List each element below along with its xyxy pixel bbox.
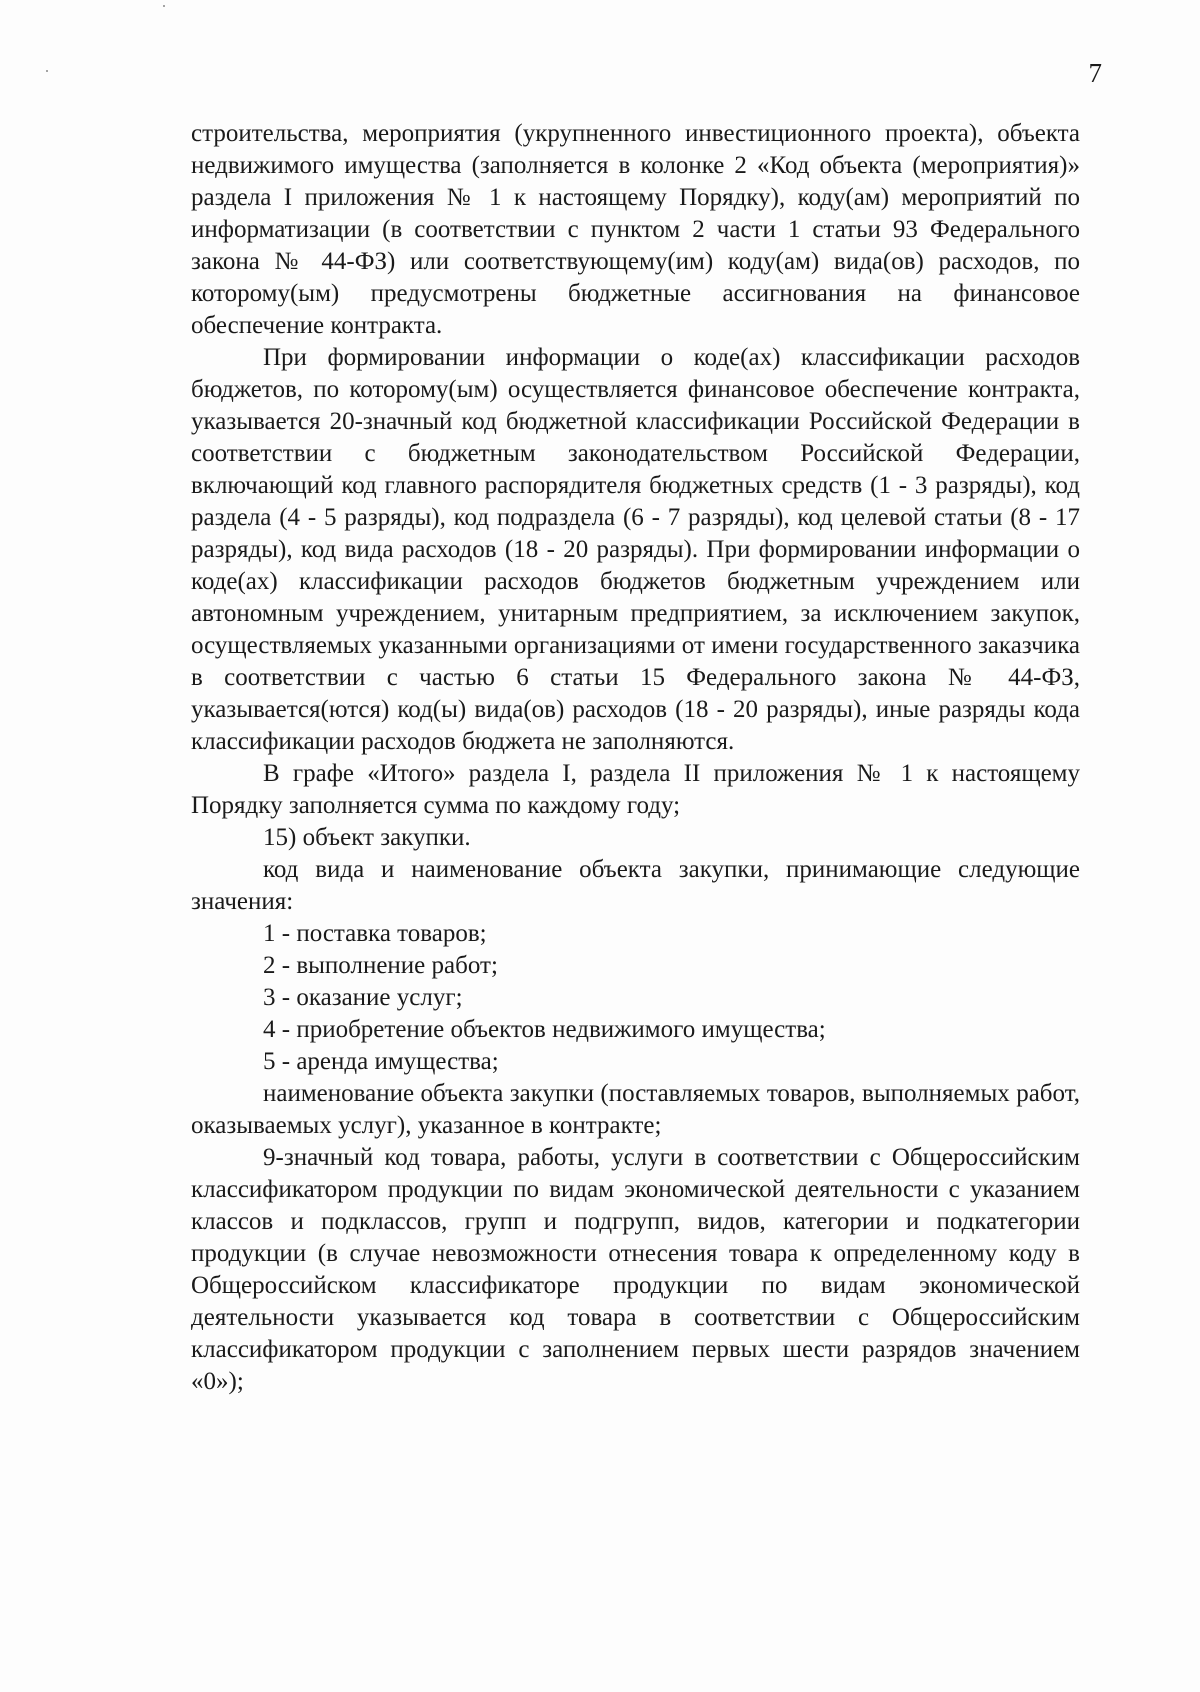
list-item: 5 - аренда имущества;: [263, 1048, 499, 1075]
list-item: 3 - оказание услуг;: [263, 984, 463, 1011]
paragraph: При формировании информации о коде(ах) классификации расходов бюджетов, по которому(ым) осуществляется финансовое обеспечение контракта, указывается 20-значный код бюджетной классификации Российской Федерации в соответствии с бюджетным законодательством Российской Федерации, включающий код главного распорядителя бюджетных средств (1 - 3 разряды), код раздела (4 - 5 разряды), код подраздела (6 - 7 разряды), код целевой статьи (8 - 17 разряды), код вида расходов (18 - 20 разряды). При формировании информации о коде(ах) классификации расходов бюджетов бюджетным учреждением или автономным учреждением, унитарным предприятием, за исключением закупок, осуществляемых указанными организациями от имени государственного заказчика в соответствии с частью 6 статьи 15 Федерального закона № 44-ФЗ, указывается(ются) код(ы) вида(ов) расходов (18 - 20 разряды), иные разряды кода классификации расходов бюджета не заполняются.: [191, 344, 1080, 755]
paragraph: наименование объекта закупки (поставляемых товаров, выполняемых работ, оказываемых услуг), указанное в контракте;: [191, 1080, 1080, 1139]
paragraph: 9-значный код товара, работы, услуги в соответствии с Общероссийским классификатором продукции по видам экономической деятельности с указанием классов и подклассов, групп и подгрупп, видов, категории и подкатегории продукции (в случае невозможности отнесения товара к определенному коду в Общероссийском классификаторе продукции по видам экономической деятельности указывается код товара в соответствии с Общероссийским классификатором продукции с заполнением первых шести разрядов значением «0»);: [191, 1144, 1080, 1395]
list-item: 4 - приобретение объектов недвижимого имущества;: [263, 1016, 826, 1043]
scan-speck: [46, 70, 48, 72]
list-item: 1 - поставка товаров;: [263, 920, 487, 947]
paragraph: строительства, мероприятия (укрупненного инвестиционного проекта), объекта недвижимого имущества (заполняется в колонке 2 «Код объекта (мероприятия)» раздела I приложения № 1 к настоящему Порядку), коду(ам) мероприятий по информатизации (в соответствии с пунктом 2 части 1 статьи 93 Федерального закона № 44-ФЗ) или соответствующему(им) коду(ам) вида(ов) расходов, по которому(ым) предусмотрены бюджетные ассигнования на финансовое обеспечение контракта.: [191, 120, 1080, 339]
paragraph: В графе «Итого» раздела I, раздела II приложения № 1 к настоящему Порядку заполняется сумма по каждому году;: [191, 760, 1080, 819]
paragraph: код вида и наименование объекта закупки, принимающие следующие значения:: [191, 856, 1080, 915]
scan-speck: [163, 5, 165, 7]
list-item: 2 - выполнение работ;: [263, 952, 498, 979]
list-heading: 15) объект закупки.: [263, 824, 471, 851]
document-body: [191, 118, 1080, 1398]
page-number: 7: [1088, 58, 1102, 88]
